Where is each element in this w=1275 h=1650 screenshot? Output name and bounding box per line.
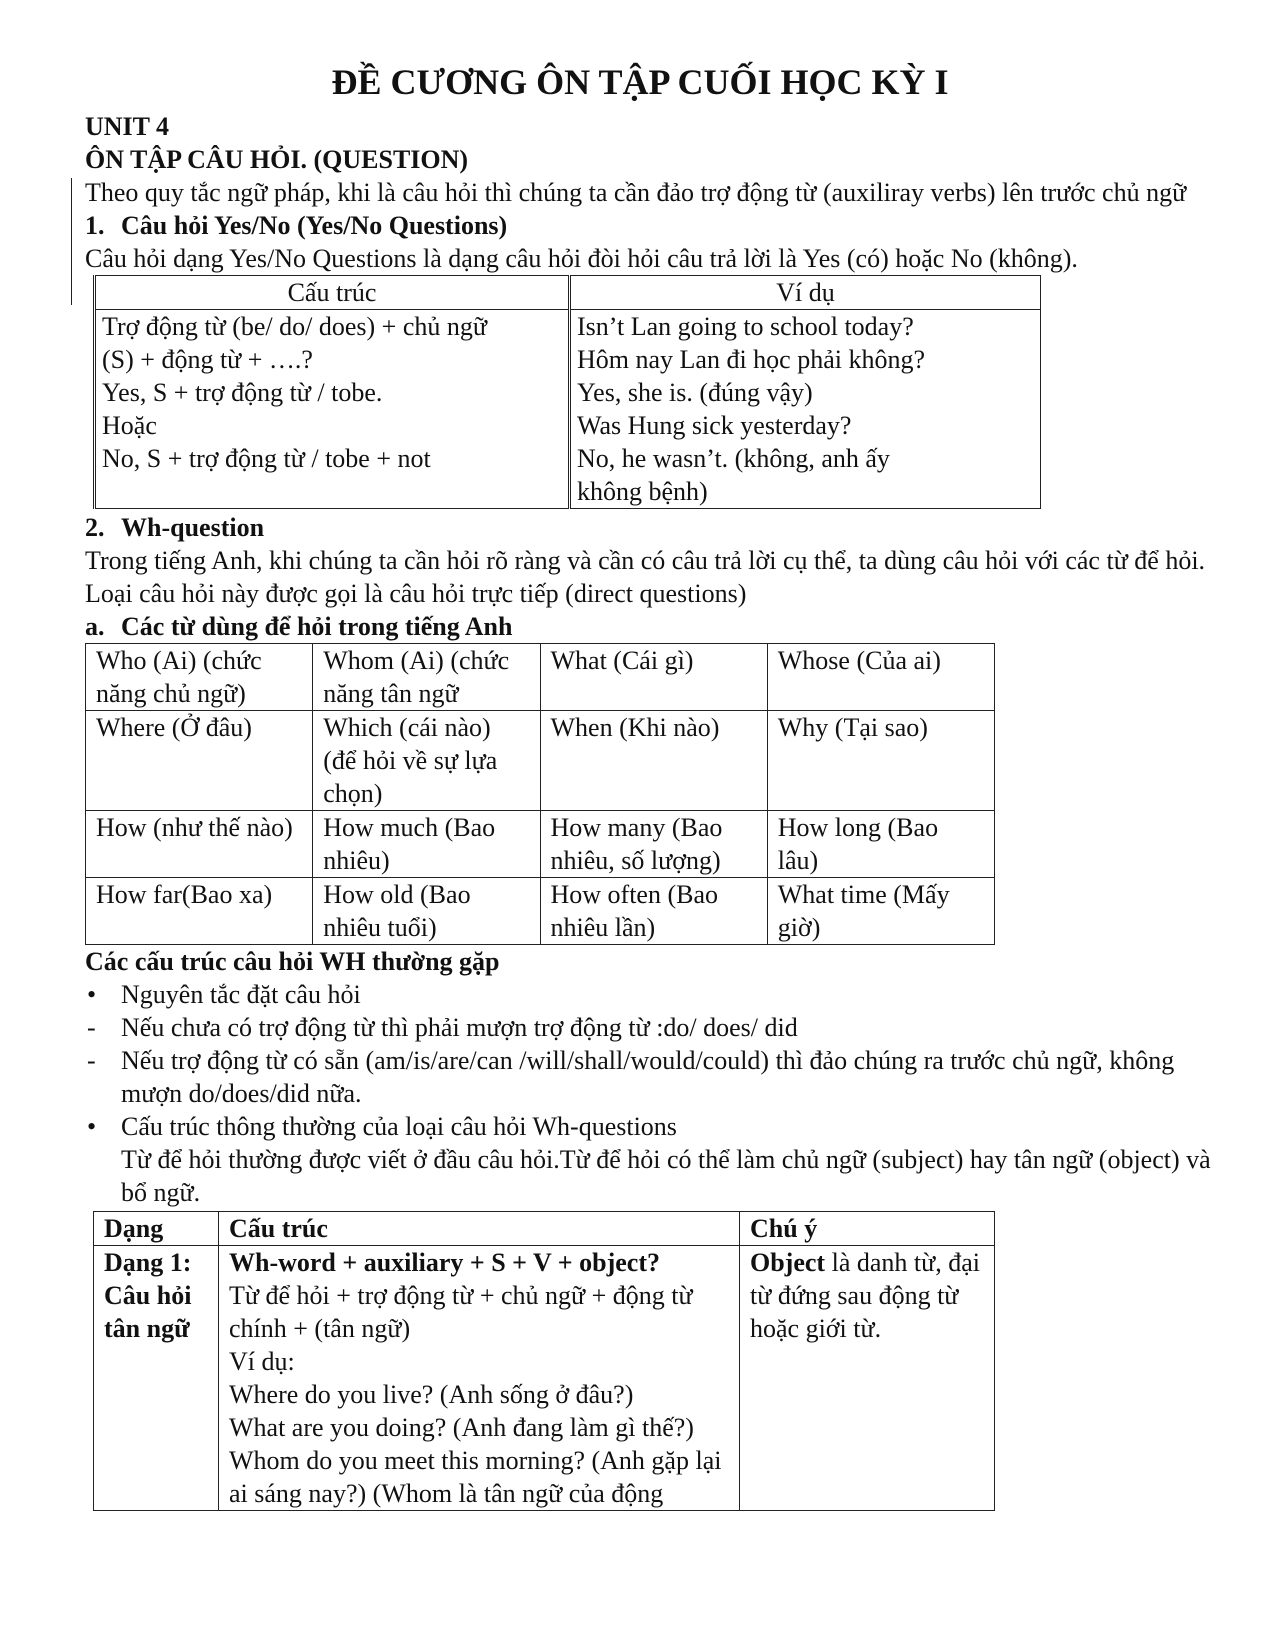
table-cell: Who (Ai) (chức năng chủ ngữ) bbox=[86, 644, 313, 711]
table-cell: How far(Bao xa) bbox=[86, 878, 313, 945]
table-cell: Which (cái nào) (để hỏi về sự lựa chọn) bbox=[313, 711, 540, 811]
type-cell bbox=[94, 1246, 219, 1511]
yesno-structure-cell bbox=[95, 310, 570, 509]
bullet-description: Từ để hỏi thường được viết ở đầu câu hỏi.Từ để hỏi có thể làm chủ ngữ (subject) hay tân ngữ (object) và bổ ngữ. bbox=[121, 1145, 1211, 1207]
yesno-header-structure: Cấu trúc bbox=[95, 276, 570, 310]
sub-a-title: Các từ dùng để hỏi trong tiếng Anh bbox=[121, 612, 513, 641]
bullet-text: Cấu trúc thông thường của loại câu hỏi Wh-questions bbox=[121, 1112, 677, 1141]
table-cell: Whose (Của ai) bbox=[767, 644, 994, 711]
note-cell bbox=[740, 1246, 995, 1511]
structure-line: No, S + trợ động từ / tobe + not bbox=[102, 444, 431, 473]
table-cell: How often (Bao nhiêu lần) bbox=[540, 878, 767, 945]
intro-block bbox=[85, 176, 1235, 275]
example-line: Hôm nay Lan đi học phải không? bbox=[577, 345, 926, 374]
document-page bbox=[85, 60, 1235, 1511]
structure-text: Từ để hỏi + trợ động từ + chủ ngữ + động từ chính + (tân ngữ) bbox=[229, 1281, 693, 1343]
structure-line: Trợ động từ (be/ do/ does) + chủ ngữ bbox=[102, 312, 487, 341]
structure-cell bbox=[219, 1246, 740, 1511]
structure-line: Hoặc bbox=[102, 411, 157, 440]
table-row bbox=[86, 878, 995, 945]
table-row bbox=[86, 711, 995, 811]
dash-text: Nếu trợ động từ có sẵn (am/is/are/can /will/shall/would/could) thì đảo chúng ra trước chủ ngữ, không mượn do/does/did nữa. bbox=[121, 1046, 1175, 1108]
table-cell: How old (Bao nhiêu tuổi) bbox=[313, 878, 540, 945]
yesno-table bbox=[93, 275, 1041, 509]
type-line: Câu hỏi bbox=[104, 1281, 192, 1310]
table-row bbox=[86, 811, 995, 878]
section-heading: ÔN TẬP CÂU HỎI. (QUESTION) bbox=[85, 145, 469, 174]
wh-structure-table bbox=[93, 1211, 995, 1511]
structure-line: Yes, S + trợ động từ / tobe. bbox=[102, 378, 383, 407]
yesno-number: 1. bbox=[85, 211, 105, 240]
dash-text: Nếu chưa có trợ động từ thì phải mượn trợ động từ :do/ does/ did bbox=[121, 1013, 798, 1042]
example-line: Yes, she is. (đúng vậy) bbox=[577, 378, 813, 407]
common-structures-heading: Các cấu trúc câu hỏi WH thường gặp bbox=[85, 947, 500, 976]
yesno-heading bbox=[85, 209, 1235, 242]
table-cell: How long (Bao lâu) bbox=[767, 811, 994, 878]
wh-heading bbox=[85, 511, 1235, 544]
yesno-example-cell bbox=[570, 310, 1041, 509]
structure-line: (S) + động từ + ….? bbox=[102, 345, 313, 374]
wh-number: 2. bbox=[85, 513, 105, 542]
sub-a-letter: a. bbox=[85, 612, 105, 641]
table-cell: Where (Ở đâu) bbox=[86, 711, 313, 811]
example-line: Isn’t Lan going to school today? bbox=[577, 312, 914, 341]
structure-text: What are you doing? (Anh đang làm gì thế?) bbox=[229, 1413, 694, 1442]
question-words-heading bbox=[85, 610, 1235, 643]
bullet-text: Nguyên tắc đặt câu hỏi bbox=[121, 980, 361, 1009]
table-cell: How (như thế nào) bbox=[86, 811, 313, 878]
formula: Wh-word + auxiliary + S + V + object? bbox=[229, 1248, 660, 1277]
header-type: Dạng bbox=[94, 1212, 219, 1246]
table-cell: Whom (Ai) (chức năng tân ngữ bbox=[313, 644, 540, 711]
table-cell: How many (Bao nhiêu, số lượng) bbox=[540, 811, 767, 878]
intro-text: Theo quy tắc ngữ pháp, khi là câu hỏi thì chúng ta cần đảo trợ động từ (auxiliray verbs) lên trước chủ ngữ bbox=[85, 178, 1187, 207]
table-row bbox=[86, 644, 995, 711]
table-cell: What (Cái gì) bbox=[540, 644, 767, 711]
example-line: không bệnh) bbox=[577, 477, 708, 506]
structure-text: Ví dụ: bbox=[229, 1347, 295, 1376]
type-line: Dạng 1: bbox=[104, 1248, 192, 1277]
bullet-dot: • bbox=[87, 980, 97, 1009]
yesno-description: Câu hỏi dạng Yes/No Questions là dạng câu hỏi đòi hỏi câu trả lời là Yes (có) hoặc No (không). bbox=[85, 244, 1078, 273]
wh-title: Wh-question bbox=[121, 513, 265, 542]
structure-text: Where do you live? (Anh sống ở đâu?) bbox=[229, 1380, 634, 1409]
question-words-table bbox=[85, 643, 995, 945]
table-cell: Why (Tại sao) bbox=[767, 711, 994, 811]
note-text: là danh từ, đại từ đứng sau động từ hoặc giới từ. bbox=[750, 1248, 980, 1343]
yesno-header-example: Ví dụ bbox=[570, 276, 1041, 310]
bullet-item bbox=[85, 978, 1235, 1011]
table-cell: How much (Bao nhiêu) bbox=[313, 811, 540, 878]
structure-text: Whom do you meet this morning? (Anh gặp lại ai sáng nay?) (Whom là tân ngữ của động bbox=[229, 1446, 722, 1508]
type-line: tân ngữ bbox=[104, 1314, 190, 1343]
bullet-dot: • bbox=[87, 1112, 97, 1141]
wh-description: Trong tiếng Anh, khi chúng ta cần hỏi rõ ràng và cần có câu trả lời cụ thể, ta dùng câu hỏi với các từ để hỏi. Loại câu hỏi này được gọi là câu hỏi trực tiếp (direct questions) bbox=[85, 546, 1206, 608]
example-line: No, he wasn’t. (không, anh ấy bbox=[577, 444, 890, 473]
unit-label: UNIT 4 bbox=[85, 112, 170, 141]
document-title: ĐỀ CƯƠNG ÔN TẬP CUỐI HỌC KỲ I bbox=[331, 62, 949, 102]
dash-item bbox=[85, 1044, 1235, 1110]
table-cell: When (Khi nào) bbox=[540, 711, 767, 811]
note-keyword: Object bbox=[750, 1248, 826, 1277]
yesno-title: Câu hỏi Yes/No (Yes/No Questions) bbox=[121, 211, 508, 240]
header-note: Chú ý bbox=[740, 1212, 995, 1246]
bullet-item bbox=[85, 1110, 1235, 1143]
dash-item bbox=[85, 1011, 1235, 1044]
example-line: Was Hung sick yesterday? bbox=[577, 411, 852, 440]
table-cell: What time (Mấy giờ) bbox=[767, 878, 994, 945]
dash-mark: - bbox=[87, 1013, 96, 1042]
header-structure: Cấu trúc bbox=[219, 1212, 740, 1246]
dash-mark: - bbox=[87, 1046, 96, 1075]
